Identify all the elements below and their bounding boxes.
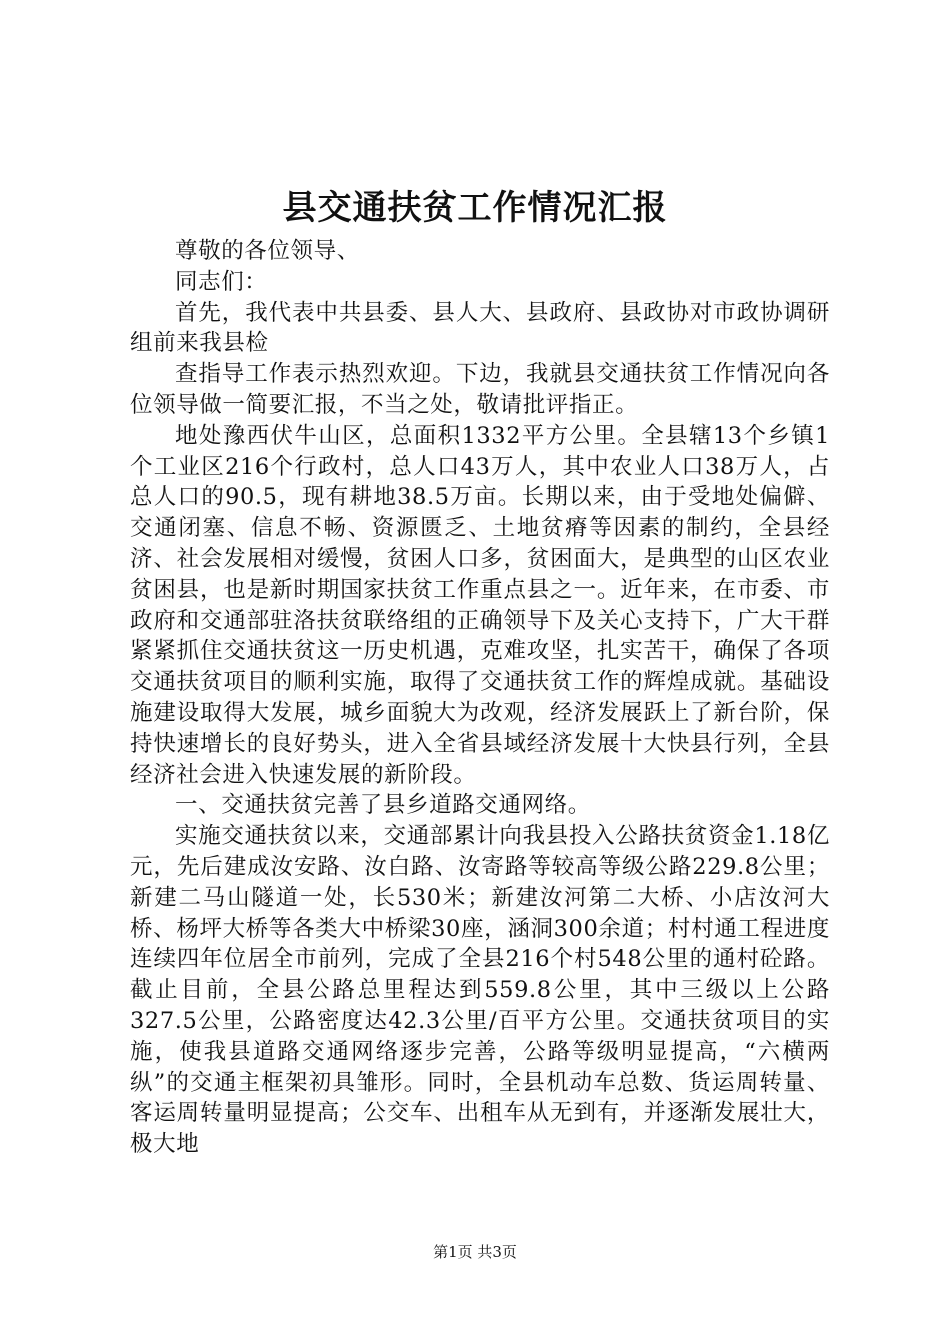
paragraph-opening: 首先，我代表中共县委、县人大、县政府、县政协对市政协调研组前来我县检 xyxy=(130,299,830,357)
document-title: 县交通扶贫工作情况汇报 xyxy=(282,188,668,228)
paragraph-welcome: 查指导工作表示热烈欢迎。下边，我就县交通扶贫工作情况向各位领导做一简要汇报，不当之处，敬请批评指正。 xyxy=(130,361,830,418)
section-heading-1: 一、交通扶贫完善了县乡道路交通网络。 xyxy=(175,792,591,819)
paragraph-county-overview: 地处豫西伏牛山区，总面积1332平方公里。全县辖13个乡镇1个工业区216个行政村，总人口43万人，其中农业人口38万人，占总人口的90.5，现有耕地38.5万亩。长期以来，由于受地处偏僻、交通闭塞、信息不畅、资源匮乏、土地贫瘠等因素的制约，全县经济、社会发展相对缓慢，贫困人口多，贫困面大，是典型的山区农业贫困县，也是新时期国家扶贫工作重点县之一。近年来，在市委、市政府和交通部驻洛扶贫联络组的正确领导下及关心支持下，广大干群紧紧抓住交通扶贫这一历史机遇，克难攻坚，扎实苦干，确保了各项交通扶贫项目的顺利实施，取得了交通扶贫工作的辉煌成就。基础设施建设取得大发展，城乡面貌大为改观，经济发展跃上了新台阶，保持快速增长的良好势头，进入全省县域经济发展十大快县行列，全县经济社会进入快速发展的新阶段。 xyxy=(130,422,830,788)
paragraph-road-network: 实施交通扶贫以来，交通部累计向我县投入公路扶贫资金1.18亿元，先后建成汝安路、汝白路、汝寄路等较高等级公路229.8公里；新建二马山隧道一处，长530米；新建汝河第二大桥、小店汝河大桥、杨坪大桥等各类大中桥梁30座，涵洞300余道；村村通工程进度连续四年位居全市前列，完成了全县216个村548公里的通村砼路。截止目前，全县公路总里程达到559.8公里，其中三级以上公路327.5公里，公路密度达42.3公里/百平方公里。交通扶贫项目的实施，使我县道路交通网络逐步完善，公路等级明显提高，“六横两纵”的交通主框架初具雏形。同时，全县机动车总数、货运周转量、客运周转量明显提高；公交车、出租车从无到有，并逐渐发展壮大，极大地 xyxy=(130,823,830,1158)
page-footer: 第1页 共3页 xyxy=(433,1243,517,1261)
salutation-line-2: 同志们： xyxy=(175,268,268,295)
salutation-line-1: 尊敬的各位领导、 xyxy=(175,238,360,264)
document-body xyxy=(130,236,830,1160)
